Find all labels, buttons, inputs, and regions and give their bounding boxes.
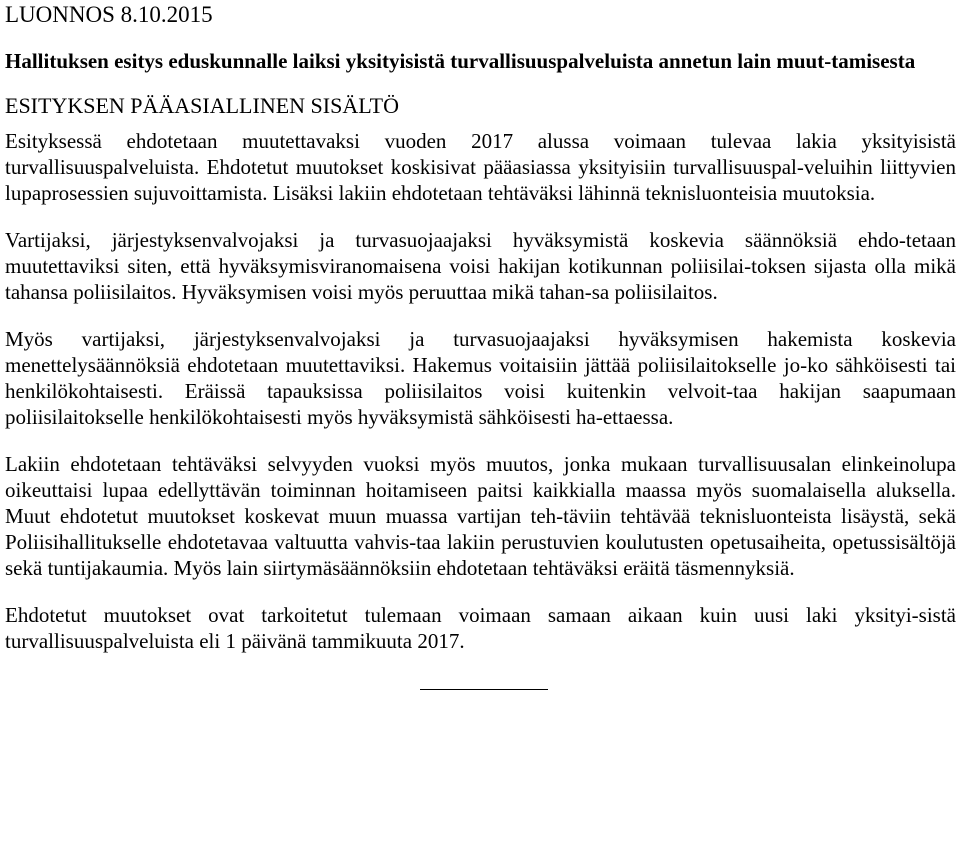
paragraph-3: Myös vartijaksi, järjestyksenvalvojaksi ja turvasuojaajaksi hyväksymisen hakemista koskevia menettelysäännöksiä ehdotetaan muutettaviksi. Hakemus voitaisiin jättää poliisilaitokselle jo-ko sähköisesti tai henkilökohtaisesti. Eräissä tapauksissa poliisilaitos voisi kuitenkin velvoit-taa hakijan saapumaan poliisilaitokselle henkilökohtaisesti myös hyväksymistä sähköisesti ha-ettaessa. — [5, 327, 956, 429]
paragraph-2: Vartijaksi, järjestyksenvalvojaksi ja turvasuojaajaksi hyväksymistä koskevia säännöksiä ehdo-tetaan muutettaviksi siten, että hyväksymisviranomaisena voisi hakijan kotikunnan poliisilai-toksen sijasta olla mikä tahansa poliisilaitos. Hyväksymisen voisi myös peruuttaa mikä tahan-sa poliisilaitos. — [5, 228, 956, 304]
end-divider — [420, 689, 548, 690]
paragraph-1: Esityksessä ehdotetaan muutettavaksi vuoden 2017 alussa voimaan tulevaa lakia yksityisistä turvallisuuspalveluista. Ehdotetut muutokset koskisivat pääasiassa yksityisiin turvallisuuspal-veluihin liittyvien lupaprosessien sujuvoittamista. Lisäksi lakiin ehdotetaan tehtäväksi lähinnä teknisluonteisia muutoksia. — [5, 129, 956, 205]
document-title: Hallituksen esitys eduskunnalle laiksi yksityisistä turvallisuuspalveluista annetun lain muut-tamisesta — [5, 49, 916, 73]
paragraph-5: Ehdotetut muutokset ovat tarkoitetut tulemaan voimaan samaan aikaan kuin uusi laki yksityi-sistä turvallisuuspalveluista eli 1 päivänä tammikuuta 2017. — [5, 603, 956, 653]
paragraph-4: Lakiin ehdotetaan tehtäväksi selvyyden vuoksi myös muutos, jonka mukaan turvallisuusalan elinkeinolupa oikeuttaisi lupaa edellyttävän toiminnan hoitamiseen paitsi kaikkialla maassa myös suomalaisella aluksella. Muut ehdotetut muutokset koskevat muun muassa vartijan teh-täviin tehtävää teknisluonteista lisäystä, sekä Poliisihallitukselle ehdotetavaa valtuutta vahvis-taa lakiin perustuvien koulutusten opetusaiheita, opetussisältöjä sekä tuntijakaumia. Myös lain siirtymäsäännöksiin ehdotetaan tehtäväksi eräitä täsmennyksiä. — [5, 452, 956, 580]
draft-date-label: LUONNOS 8.10.2015 — [5, 2, 213, 27]
section-heading: ESITYKSEN PÄÄASIALLINEN SISÄLTÖ — [5, 93, 399, 118]
